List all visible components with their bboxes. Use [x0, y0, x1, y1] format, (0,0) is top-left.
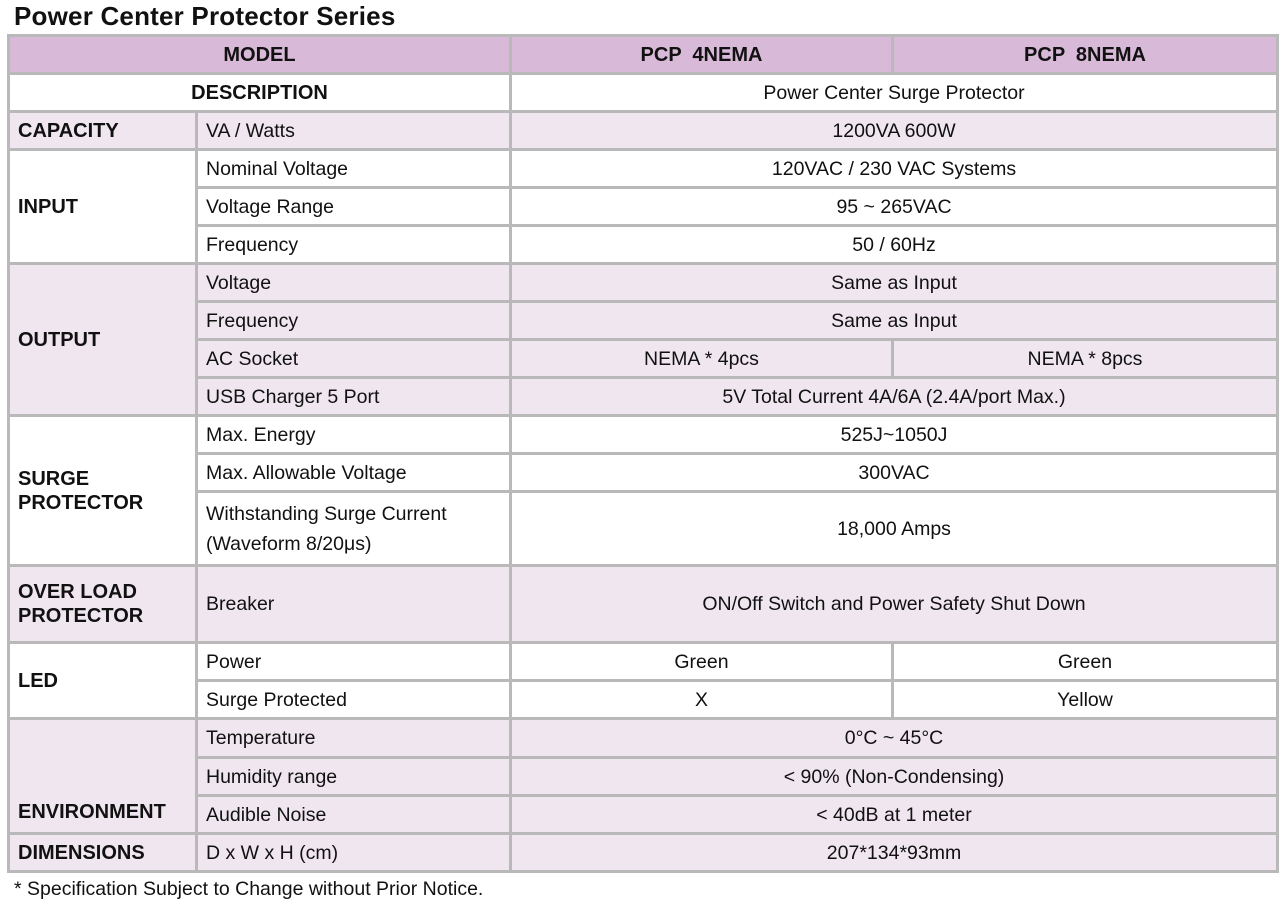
led-power-label: Power	[197, 643, 511, 681]
environment-category	[9, 719, 197, 834]
surge-withstanding-label-line1: Withstanding Surge Current	[206, 502, 447, 525]
output-ac-socket-label: AC Socket	[197, 340, 511, 378]
capacity-value: 1200VA 600W	[511, 112, 1278, 150]
overload-category	[9, 566, 197, 643]
input-category: INPUT	[9, 150, 197, 264]
environment-row	[9, 719, 1278, 758]
capacity-row	[9, 112, 1278, 150]
output-usb-value: 5V Total Current 4A/6A (2.4A/port Max.)	[511, 378, 1278, 416]
input-frequency-label: Frequency	[197, 226, 511, 264]
input-nominal-voltage-label: Nominal Voltage	[197, 150, 511, 188]
output-category: OUTPUT	[9, 264, 197, 416]
capacity-category: CAPACITY	[9, 112, 197, 150]
environment-row	[9, 758, 1278, 796]
output-voltage-label: Voltage	[197, 264, 511, 302]
surge-withstanding-label-line2: (Waveform 8/20μs)	[206, 532, 372, 555]
input-row	[9, 188, 1278, 226]
overload-breaker-label: Breaker	[197, 566, 511, 643]
header-row	[9, 36, 1278, 74]
model-header: MODEL	[9, 36, 511, 74]
environment-noise-value: < 40dB at 1 meter	[511, 796, 1278, 834]
surge-max-voltage-value: 300VAC	[511, 454, 1278, 492]
overload-category-line2: PROTECTOR	[18, 605, 144, 627]
input-voltage-range-label: Voltage Range	[197, 188, 511, 226]
led-surge-protected-label: Surge Protected	[197, 681, 511, 719]
capacity-label: VA / Watts	[197, 112, 511, 150]
surge-row	[9, 416, 1278, 454]
output-row	[9, 340, 1278, 378]
environment-temperature-value: 0°C ~ 45°C	[511, 719, 1278, 758]
dimensions-row	[9, 834, 1278, 872]
model-col2-header: PCP 8NEMA	[893, 36, 1278, 74]
led-category: LED	[9, 643, 197, 719]
surge-max-voltage-label: Max. Allowable Voltage	[197, 454, 511, 492]
input-row	[9, 226, 1278, 264]
environment-category-label: ENVIRONMENT	[18, 801, 166, 823]
overload-category-line1: OVER LOAD	[18, 581, 137, 603]
led-surge-protected-col2: Yellow	[893, 681, 1278, 719]
environment-humidity-value: < 90% (Non-Condensing)	[511, 758, 1278, 796]
output-ac-socket-col2: NEMA * 8pcs	[893, 340, 1278, 378]
led-power-col2: Green	[893, 643, 1278, 681]
description-row	[9, 74, 1278, 112]
overload-breaker-value: ON/Off Switch and Power Safety Shut Down	[511, 566, 1278, 643]
environment-temperature-label: Temperature	[197, 719, 511, 758]
input-voltage-range-value: 95 ~ 265VAC	[511, 188, 1278, 226]
surge-max-energy-label: Max. Energy	[197, 416, 511, 454]
page-title: Power Center Protector Series	[14, 1, 396, 31]
spec-table	[7, 34, 1279, 873]
surge-withstanding-value: 18,000 Amps	[511, 492, 1278, 566]
output-row	[9, 302, 1278, 340]
surge-row	[9, 492, 1278, 566]
input-frequency-value: 50 / 60Hz	[511, 226, 1278, 264]
output-row	[9, 378, 1278, 416]
led-power-col1: Green	[511, 643, 893, 681]
output-frequency-value: Same as Input	[511, 302, 1278, 340]
surge-category-line2: PROTECTOR	[18, 491, 144, 514]
dimensions-value: 207*134*93mm	[511, 834, 1278, 872]
environment-humidity-label: Humidity range	[197, 758, 511, 796]
environment-noise-label: Audible Noise	[197, 796, 511, 834]
dimensions-category: DIMENSIONS	[9, 834, 197, 872]
output-usb-label: USB Charger 5 Port	[197, 378, 511, 416]
dimensions-label: D x W x H (cm)	[197, 834, 511, 872]
led-row	[9, 643, 1278, 681]
description-value: Power Center Surge Protector	[511, 74, 1278, 112]
footnote: * Specification Subject to Change without Prior Notice.	[14, 878, 484, 900]
output-row	[9, 264, 1278, 302]
output-voltage-value: Same as Input	[511, 264, 1278, 302]
environment-row	[9, 796, 1278, 834]
led-row	[9, 681, 1278, 719]
surge-category-line1: SURGE	[18, 467, 90, 490]
input-row	[9, 150, 1278, 188]
surge-category	[9, 416, 197, 566]
input-nominal-voltage-value: 120VAC / 230 VAC Systems	[511, 150, 1278, 188]
surge-max-energy-value: 525J~1050J	[511, 416, 1278, 454]
output-ac-socket-col1: NEMA * 4pcs	[511, 340, 893, 378]
overload-row	[9, 566, 1278, 643]
led-surge-protected-col1: X	[511, 681, 893, 719]
model-col1-header: PCP 4NEMA	[511, 36, 893, 74]
surge-row	[9, 454, 1278, 492]
surge-withstanding-label	[197, 492, 511, 566]
output-frequency-label: Frequency	[197, 302, 511, 340]
description-label: DESCRIPTION	[9, 74, 511, 112]
